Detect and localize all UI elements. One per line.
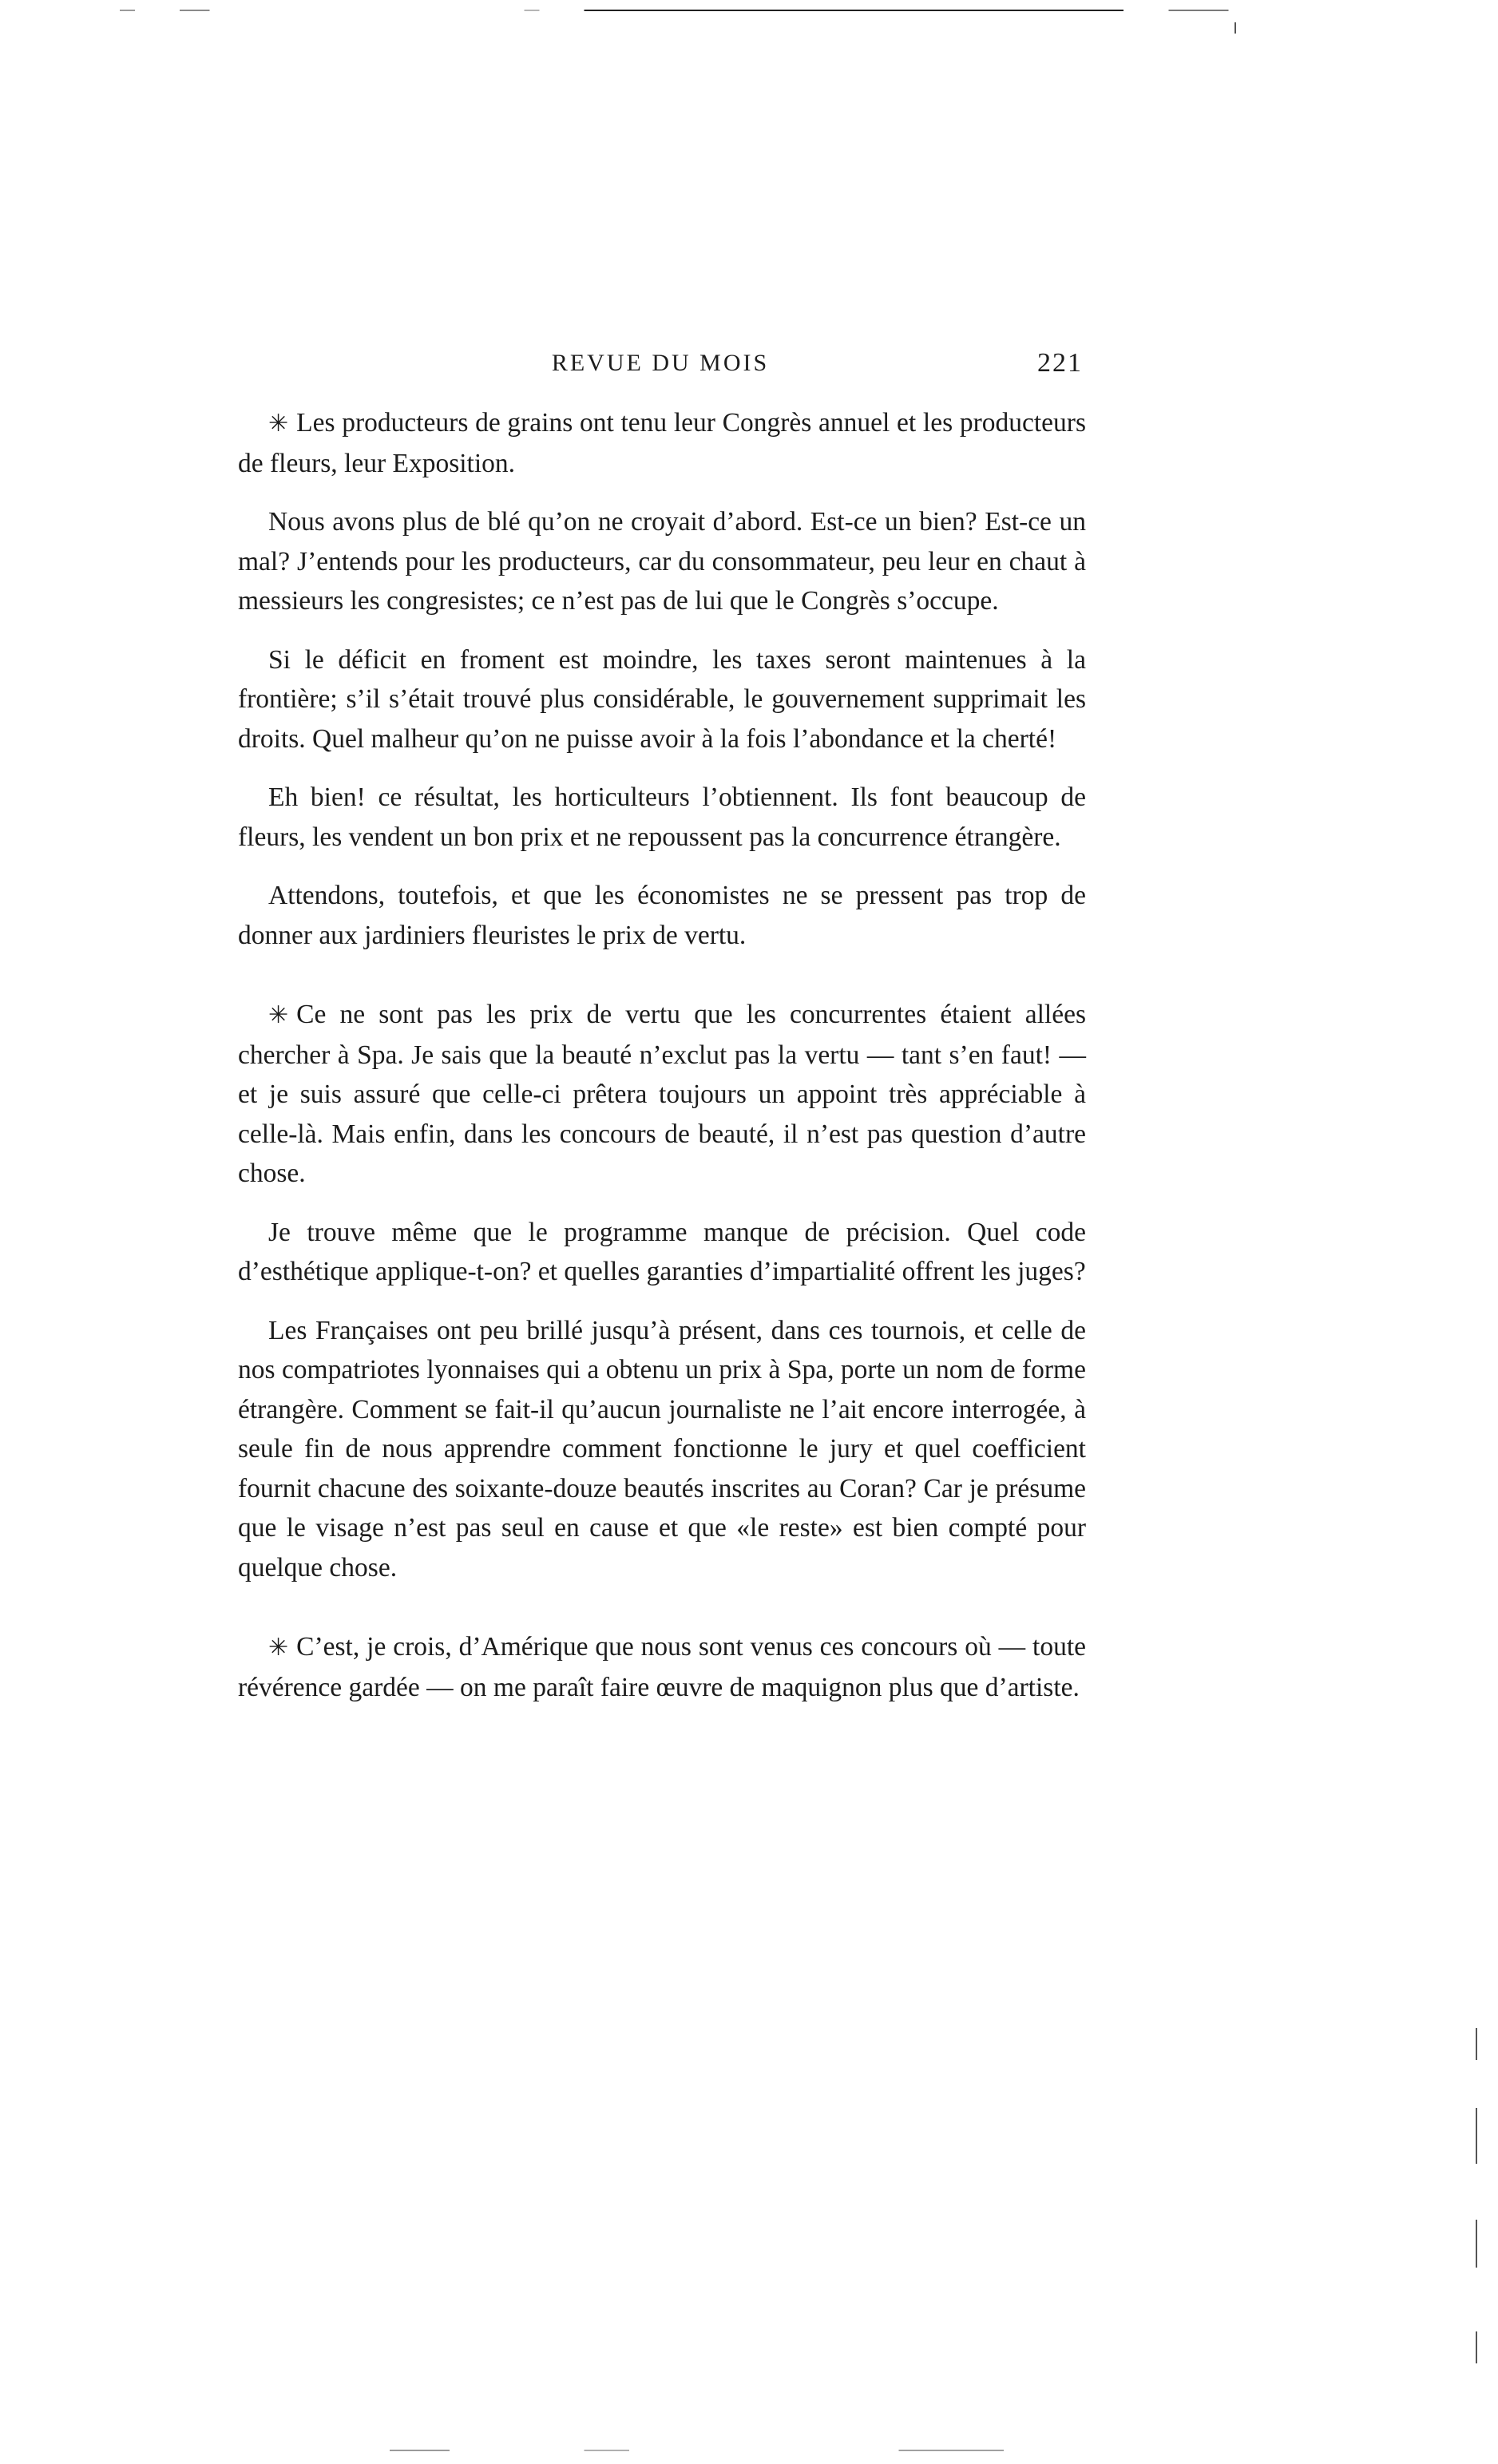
paragraph-text: C’est, je crois, d’Amérique que nous sont venus ces concours où — toute révérence gardée — on me paraît faire œuvre de maquignon plus que d’artiste. bbox=[238, 1632, 1086, 1702]
running-title: REVUE DU MOIS bbox=[551, 350, 770, 376]
paragraph-text: Eh bien! ce résultat, les horticulteurs l’obtiennent. Ils font beaucoup de fleurs, les vendent un bon prix et ne repoussent pas la concurrence étrangère. bbox=[238, 782, 1086, 852]
scan-margin-mark bbox=[1476, 2220, 1477, 2268]
paragraph-text: Attendons, toutefois, et que les économistes ne se pressent pas trop de donner aux jardiniers fleuristes le prix de vertu. bbox=[238, 881, 1086, 950]
section-asterisk-icon: ✳ bbox=[268, 1634, 289, 1662]
paragraph-text: Je trouve même que le programme manque de précision. Quel code d’esthétique applique-t-on? et quelles garanties d’impartialité offrent les juges? bbox=[238, 1217, 1086, 1286]
scan-margin-mark bbox=[1476, 2331, 1477, 2363]
scan-margin-mark bbox=[1476, 2108, 1477, 2164]
paragraph-text: Les Françaises ont peu brillé jusqu’à présent, dans ces tournois, et celle de nos compatriotes lyonnaises qui a obtenu un prix à Spa, porte un nom de forme étrangère. Comment se fait-il qu’aucun journaliste ne l’ait encore interrogée, à seule fin de nous apprendre comment fonctionne le jury et quel coefficient fournit chacune des soixante-douze beautés inscrites au Coran? Car je présume que le visage n’est pas seul en cause et que «le reste» est bien compté pour quelque chose. bbox=[238, 1315, 1086, 1583]
page-number: 221 bbox=[1037, 348, 1083, 378]
scan-edge-top bbox=[0, 10, 1498, 11]
scan-speck bbox=[1234, 22, 1236, 34]
section-asterisk-icon: ✳ bbox=[268, 410, 289, 438]
section-asterisk-icon: ✳ bbox=[268, 1001, 289, 1029]
scan-edge-bottom bbox=[0, 2450, 1498, 2451]
paragraph bbox=[238, 778, 1086, 857]
paragraph-text: Si le déficit en froment est moindre, les taxes seront maintenues à la frontière; s’il s’était trouvé plus considérable, le gouvernement supprimait les droits. Quel malheur qu’on ne puisse avoir à la fois l’abondance et la cherté! bbox=[238, 644, 1086, 754]
page-header bbox=[238, 350, 1083, 382]
paragraph bbox=[238, 1311, 1086, 1588]
paragraph bbox=[238, 995, 1086, 1194]
paragraph bbox=[238, 1213, 1086, 1292]
paragraph bbox=[238, 640, 1086, 759]
paragraph bbox=[238, 1627, 1086, 1707]
paragraph bbox=[238, 502, 1086, 621]
paragraph-text: Les producteurs de grains ont tenu leur Congrès annuel et les producteurs de fleurs, leur Exposition. bbox=[238, 408, 1086, 478]
paragraph-text: Nous avons plus de blé qu’on ne croyait d’abord. Est-ce un bien? Est-ce un mal? J’entends pour les producteurs, car du consommateur, peu leur en chaut à messieurs les congresistes; ce n’est pas de lui que le Congrès s’occupe. bbox=[238, 507, 1086, 616]
scan-margin-mark bbox=[1476, 2028, 1477, 2060]
text-column bbox=[238, 403, 1086, 1707]
paragraph bbox=[238, 403, 1086, 483]
paragraph bbox=[238, 876, 1086, 955]
paragraph-text: Ce ne sont pas les prix de vertu que les concurrentes étaient allées chercher à Spa. Je sais que la beauté n’exclut pas la vertu — tant s’en faut! — et je suis assuré que celle-ci prêtera toujours un appoint très appréciable à celle-là. Mais enfin, dans les concours de beauté, il n’est pas question d’autre chose. bbox=[238, 1000, 1086, 1188]
